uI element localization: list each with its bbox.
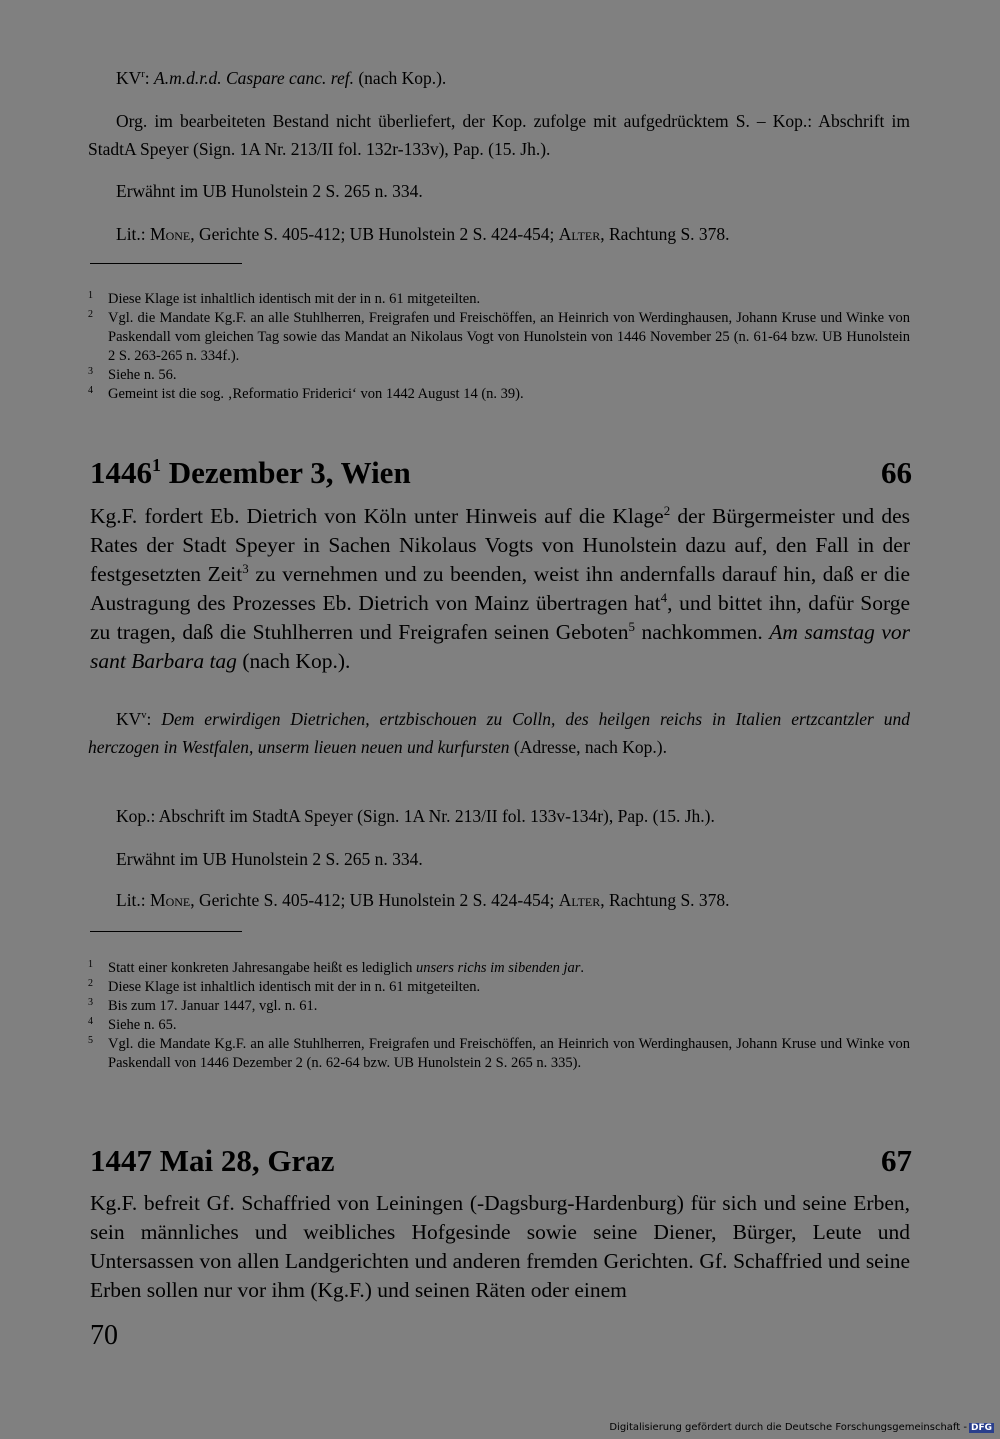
kv-line-66: $KV^v$: Dem erwirdigen Dietrichen, ertzbischouen zu Colln, des heilgen reichs in Italien ertzcantzler und herczogen in Westfalen, unserm lieuen neuen und kurfursten (Adresse, nach Kop.).	[88, 709, 910, 757]
kv-line-prev: $KV^r$: A.m.d.r.d. Caspare canc. ref. (nach Kop.).	[116, 68, 447, 88]
regest-number: 67	[881, 1143, 912, 1178]
footnote-item: 5 Vgl. die Mandate Kg.F. an alle Stuhlherren, Freigrafen und Freischöffen, an Heinrich von Werdinghausen, Johann Kruse und Winke von Paskendall von 1446 Dezember 2 (n. 62-64 bzw. UB Hunolstein 2 S. 265 n. 335).	[88, 1035, 910, 1071]
regest-text-66: Kg.F. fordert Eb. Dietrich von Köln unter Hinweis auf die Klage$^2$ der Bürgermeister und des Rates der Stadt Speyer in Sachen Nikolaus Vogts von Hunolstein dazu auf, den Fall in der festgesetzten Zeit$^3$ zu vernehmen und zu beenden, weist ihn andernfalls darauf hin, daß er die Austragung des Prozesses Eb. Dietrich von Mainz übertragen hat$^4$, und bittet ihn, dafür Sorge zu tragen, daß die Stuhlherren und Freigrafen seinen Geboten$^5$ nachkommen. Am samstag vor sant Barbara tag (nach Kop.).	[90, 503, 911, 673]
dfg-footer: Digitalisierung gefördert durch die Deutsche Forschungsgemeinschaft - DFG	[609, 1422, 992, 1433]
kop-line-66: Kop.: Abschrift im StadtA Speyer (Sign. 1A Nr. 213/II fol. 133v-134r), Pap. (15. Jh.).	[116, 806, 715, 826]
footnotes-prev	[88, 290, 910, 404]
footnote-item: 1 Statt einer konkreten Jahresangabe heißt es lediglich unsers richs im sibenden jar.	[88, 959, 584, 976]
dfg-logo-icon: DFG	[970, 1422, 992, 1433]
regest-heading-66: 1446$^1$ Dezember 3, Wien 66	[90, 455, 912, 490]
org-paragraph: Org. im bearbeiteten Bestand nicht überliefert, der Kop. zufolge mit aufgedrücktem S. – Kop.: Abschrift im StadtA Speyer (Sign. 1A Nr. 213/II fol. 132r-133v), Pap. (15. Jh.).	[88, 111, 910, 159]
lit-line-prev: Lit.: Mone, Gerichte S. 405-412; UB Hunolstein 2 S. 424-454; Alter, Rachtung S. 378.	[116, 224, 730, 244]
footnote-item: 3 Bis zum 17. Januar 1447, vgl. n. 61.	[88, 997, 318, 1014]
regest-heading-67: 1447 Mai 28, Graz 67	[90, 1143, 912, 1178]
footnote-item: 4 Gemeint ist die sog. ‚Reformatio Friderici‘ von 1442 August 14 (n. 39).	[88, 385, 524, 402]
footnote-rule-1	[90, 263, 242, 264]
footnote-rule-2	[90, 931, 242, 932]
regest-text-67: Kg.F. befreit Gf. Schaffried von Leiningen (-Dagsburg-Hardenburg) für sich und seine Erben, sein männliches und weibliches Hofgesinde sowie seine Diener, Bürger, Leute und Untersassen von allen Landgerichten und anderen fremden Gerichten. Gf. Schaffried und seine Erben sollen nur vor ihm (Kg.F.) und seinen Räten oder einem	[90, 1191, 910, 1302]
footnote-item: 2 Vgl. die Mandate Kg.F. an alle Stuhlherren, Freigrafen und Freischöffen, an Heinrich von Werdinghausen, Johann Kruse und Winke von Paskendall vom gleichen Tag sowie das Mandat an Nikolaus Vogt von Hunolstein von 1446 November 25 (n. 61-64 bzw. UB Hunolstein 2 S. 263-265 n. 334f.).	[88, 309, 910, 364]
footnote-item: 2 Diese Klage ist inhaltlich identisch mit der in n. 61 mitgeteilten.	[88, 978, 481, 995]
page-number: 70	[90, 1320, 118, 1351]
erwaehnt-line-prev: Erwähnt im UB Hunolstein 2 S. 265 n. 334.	[116, 181, 423, 201]
regest-number: 66	[881, 455, 912, 490]
erwaehnt-line-66: Erwähnt im UB Hunolstein 2 S. 265 n. 334.	[116, 849, 423, 869]
footnote-item: 3 Siehe n. 56.	[88, 366, 177, 383]
lit-line-66: Lit.: Mone, Gerichte S. 405-412; UB Hunolstein 2 S. 424-454; Alter, Rachtung S. 378.	[116, 890, 730, 910]
footnote-item: 1 Diese Klage ist inhaltlich identisch mit der in n. 61 mitgeteilten.	[88, 290, 481, 307]
footnotes-66	[88, 959, 910, 1073]
footnote-item: 4 Siehe n. 65.	[88, 1016, 177, 1033]
